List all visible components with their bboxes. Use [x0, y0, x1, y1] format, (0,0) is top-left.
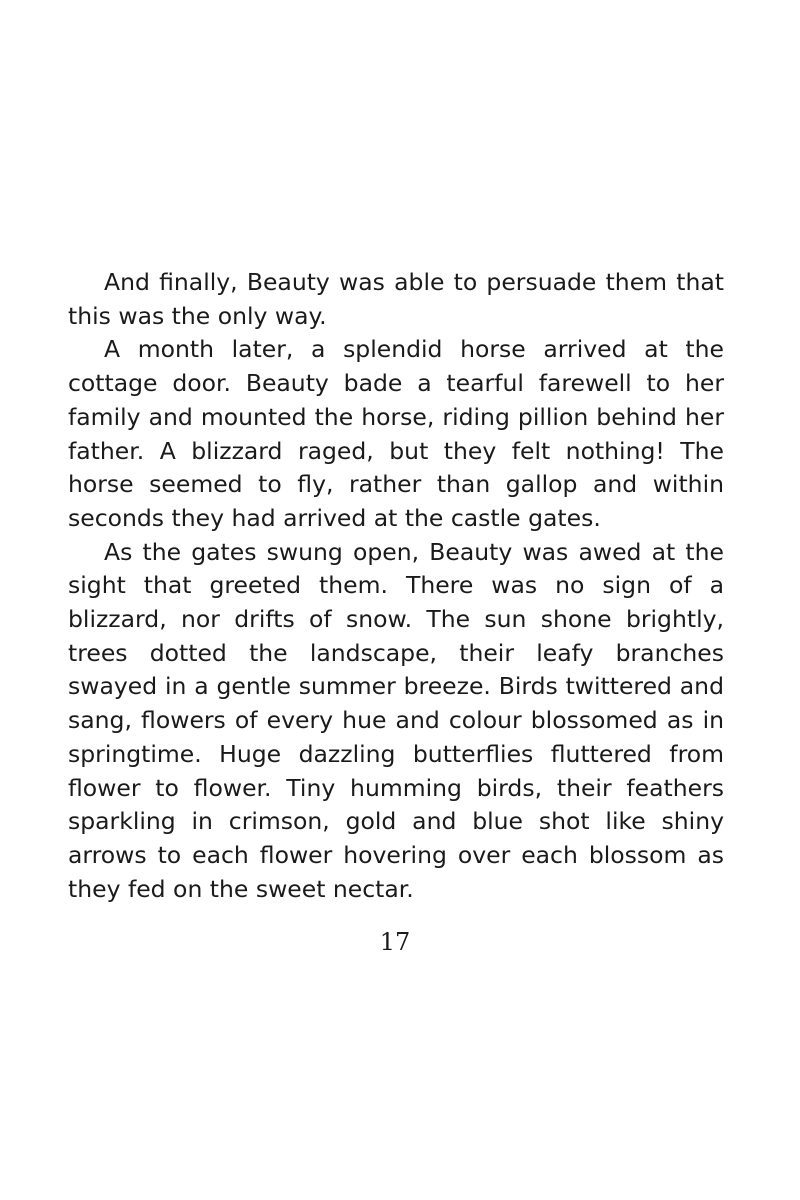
story-text: [68, 266, 724, 906]
paragraph-3: As the gates swung open, Beauty was awed at the sight that greeted them. There was no sign of a blizzard, nor drifts of snow. The sun shone brightly, trees dotted the landscape, their leafy branches swayed in a gentle summer breeze. Birds twittered and sang, flowers of every hue and colour blossomed as in springtime. Huge dazzling butterflies fluttered from flower to flower. Tiny humming birds, their feathers sparkling in crimson, gold and blue shot like shiny arrows to each flower hovering over each blossom as they fed on the sweet nectar.: [68, 537, 724, 903]
paragraph-2: A month later, a splendid horse arrived at the cottage door. Beauty bade a tearful farewell to her family and mounted the horse, riding pillion behind her father. A blizzard raged, but they felt nothing! The horse seemed to fly, rather than gallop and within seconds they had arrived at the castle gates.: [68, 335, 724, 532]
paragraph-1: And finally, Beauty was able to persuade them that this was the only way.: [68, 268, 724, 330]
page-number: 17: [379, 928, 411, 956]
